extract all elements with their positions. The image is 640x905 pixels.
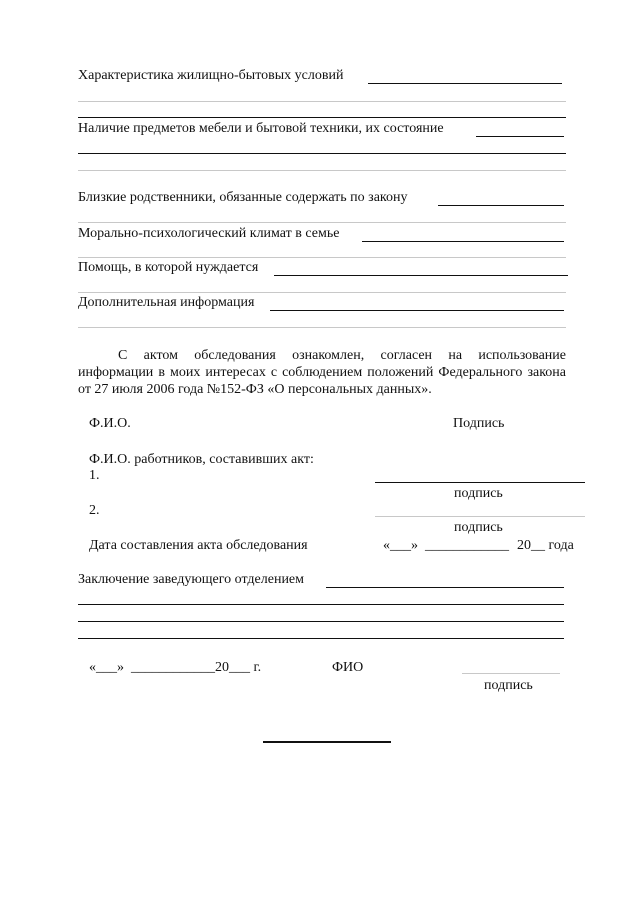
help-needed-label: Помощь, в которой нуждается [78,260,259,275]
family-climate-field[interactable] [362,241,564,242]
additional-info-extra-line[interactable] [78,327,566,328]
footer-fio-label: ФИО [332,660,364,675]
furniture-extra-line[interactable] [78,153,566,154]
conclusion-field[interactable] [326,587,564,588]
help-needed-extra-line[interactable] [78,292,566,293]
act-date-year[interactable]: 20__ года [517,538,574,553]
worker-1-signature-line[interactable] [375,482,585,483]
consent-paragraph: С актом обследования ознакомлен, согласен на использование информации в моих интересах с соблюдением положений Федерального закона от 27 июля 2006 года №152-ФЗ «О персональных данных». [78,348,566,397]
conclusion-extra-line-3[interactable] [78,638,564,639]
signature-label: Подпись [453,416,505,431]
footer-date-month[interactable]: ____________ [131,660,215,675]
living-conditions-extra-line-2[interactable] [78,117,566,118]
workers-label: Ф.И.О. работников, составивших акт: [89,452,314,467]
worker-2-number: 2. [89,503,100,518]
act-date-label: Дата составления акта обследования [89,538,308,553]
footer-date-day[interactable]: «___» [89,660,124,675]
relatives-label: Близкие родственники, обязанные содержать по закону [78,190,408,205]
additional-info-label: Дополнительная информация [78,295,255,310]
conclusion-label: Заключение заведующего отделением [78,572,305,587]
living-conditions-extra-line[interactable] [78,101,566,102]
furniture-field[interactable] [476,136,564,137]
relatives-extra-line[interactable] [78,222,566,223]
family-climate-extra-line[interactable] [78,257,566,258]
worker-1-signature-caption: подпись [454,486,503,501]
conclusion-extra-line-2[interactable] [78,621,564,622]
closing-separator [263,741,391,743]
footer-date-year[interactable]: 20___ г. [215,660,262,675]
furniture-label: Наличие предметов мебели и бытовой техники, их состояние [78,121,444,136]
worker-1-number: 1. [89,468,100,483]
footer-signature-line[interactable] [462,673,560,674]
footer-signature-caption: подпись [484,678,533,693]
conclusion-extra-line-1[interactable] [78,604,564,605]
act-date-month[interactable]: ____________ [425,538,509,553]
worker-2-signature-line[interactable] [375,516,585,517]
living-conditions-label: Характеристика жилищно-бытовых условий [78,68,344,83]
fio-label: Ф.И.О. [89,416,131,431]
additional-info-field[interactable] [270,310,564,311]
act-date-day[interactable]: «___» [383,538,418,553]
family-climate-label: Морально-психологический климат в семье [78,226,340,241]
living-conditions-field[interactable] [368,83,562,84]
relatives-field[interactable] [438,205,564,206]
help-needed-field[interactable] [274,275,568,276]
furniture-extra-line-2[interactable] [78,170,566,171]
worker-2-signature-caption: подпись [454,520,503,535]
